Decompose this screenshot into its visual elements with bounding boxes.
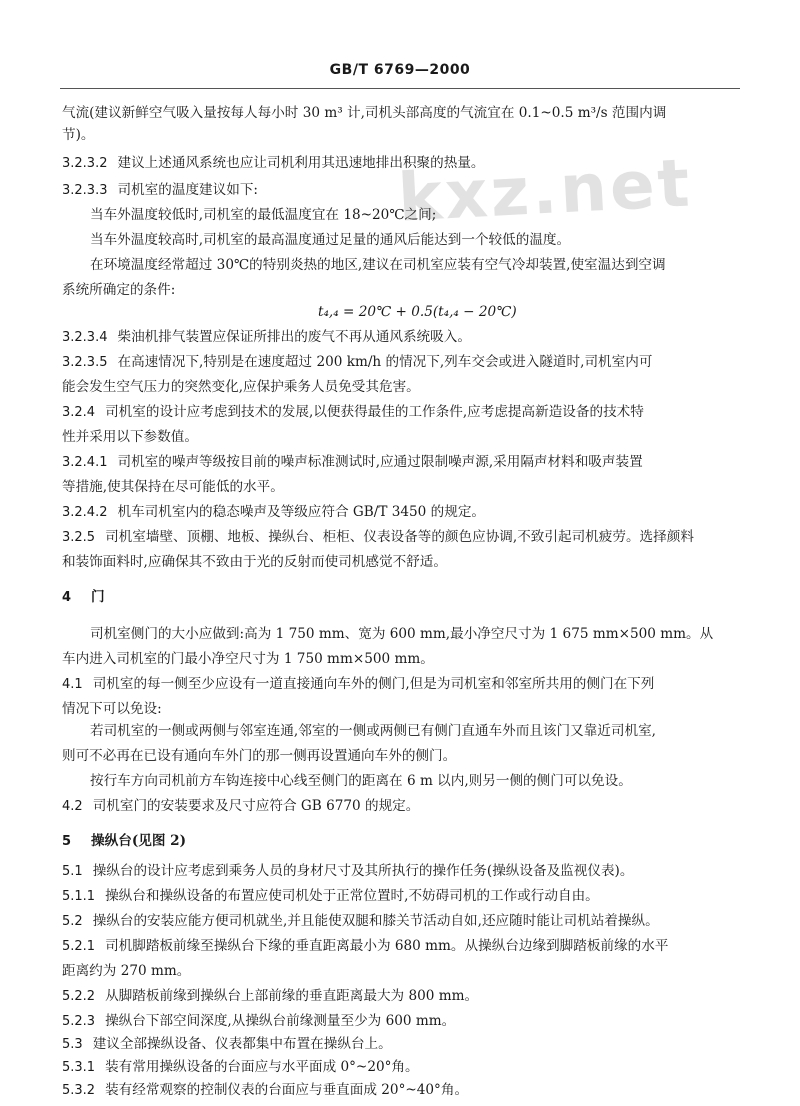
clause-number: 5.2.3 (62, 1014, 96, 1029)
clause-5-1-1 (62, 887, 752, 906)
clause-3-2-3-5 (62, 353, 752, 372)
text-line: 距离约为 270 mm。 (62, 963, 191, 979)
clause-3-2-3-3 (62, 181, 752, 200)
text-line: 车内进入司机室的门最小净空尺寸为 1 750 mm×500 mm。 (62, 651, 434, 667)
clause-number: 3.2.3.5 (62, 355, 108, 370)
text-line: 情况下可以免设: (62, 701, 162, 717)
clause-5-1 (62, 862, 752, 881)
clause-5-2 (62, 912, 752, 931)
text-line: 若司机室的一侧或两侧与邻室连通,邻室的一侧或两侧已有侧门直通车外而且该门又靠近司机室, (90, 723, 656, 739)
text-line: 等措施,使其保持在尽可能低的水平。 (62, 479, 284, 495)
clause-number: 3.2.3.3 (62, 183, 108, 198)
clause-text: 机车司机室内的稳态噪声及等级应符合 GB/T 3450 的规定。 (117, 504, 486, 520)
text-line: 当车外温度较高时,司机室的最高温度通过足量的通风后能达到一个较低的温度。 (90, 232, 571, 248)
clause-text: 建议全部操纵设备、仪表都集中布置在操纵台上。 (92, 1036, 392, 1052)
section-title: 操纵台(见图 2) (91, 833, 187, 849)
text-line: 性并采用以下参数值。 (62, 429, 198, 445)
clause-3-2-4-1 (62, 453, 752, 472)
clause-text: 司机室门的安装要求及尺寸应符合 GB 6770 的规定。 (92, 798, 420, 814)
clause-5-2-2 (62, 987, 752, 1006)
clause-number: 4.2 (62, 799, 83, 814)
clause-5-3 (62, 1035, 752, 1054)
clause-text: 司机脚踏板前缘至操纵台下缘的垂直距离最小为 680 mm。从操纵台边缘到脚踏板前缘的水平 (105, 938, 669, 954)
clause-text: 装有常用操纵设备的台面应与水平面成 0°~20°角。 (105, 1059, 419, 1075)
clause-text: 司机室的每一侧至少应设有一道直接通向车外的侧门,但是为司机室和邻室所共用的侧门在下列 (92, 676, 655, 692)
clause-text: 司机室的噪声等级按目前的噪声标准测试时,应通过限制噪声源,采用隔声材料和吸声装置 (117, 454, 643, 470)
clause-text: 操纵台和操纵设备的布置应使司机处于正常位置时,不妨碍司机的工作或行动自由。 (105, 888, 599, 904)
watermark: kxz.net (396, 144, 695, 237)
clause-text: 从脚踏板前缘到操纵台上部前缘的垂直距离最大为 800 mm。 (105, 988, 479, 1004)
clause-number: 5.2 (62, 914, 83, 929)
clause-5-2-1 (62, 937, 752, 956)
text-line: 则可不必再在已设有通向车外门的那一侧再设置通向车外的侧门。 (62, 748, 457, 764)
clause-5-3-2 (62, 1081, 752, 1100)
clause-number: 5.2.1 (62, 939, 96, 954)
text-line: 系统所确定的条件: (62, 282, 176, 298)
clause-text: 操纵台的安装应能方便司机就坐,并且能使双腿和膝关节活动自如,还应随时能让司机站着操纵。 (92, 913, 659, 929)
clause-number: 5.1.1 (62, 889, 96, 904)
clause-3-2-3-2 (62, 154, 752, 173)
header-rule (60, 88, 740, 89)
clause-number: 3.2.3.2 (62, 156, 108, 171)
text-line: 在环境温度经常超过 30℃的特别炎热的地区,建议在司机室应装有空气冷却装置,使室温达到空调 (90, 257, 666, 273)
section-5-heading (62, 832, 752, 851)
clause-text: 司机室墙壁、顶棚、地板、操纵台、柜柜、仪表设备等的颜色应协调,不致引起司机疲劳。选择颜料 (105, 529, 694, 545)
clause-3-2-3-4 (62, 328, 752, 347)
clause-number: 3.2.4 (62, 405, 96, 420)
clause-5-2-3 (62, 1012, 752, 1031)
clause-number: 5.1 (62, 864, 83, 879)
clause-number: 5.2.2 (62, 989, 96, 1004)
text-line: 和装饰面料时,应确保其不致由于光的反射而使司机感觉不舒适。 (62, 554, 447, 570)
clause-text: 操纵台的设计应考虑到乘务人员的身材尺寸及其所执行的操作任务(操纵设备及监视仪表)。 (92, 863, 634, 879)
text-line: 按行车方向司机前方车钩连接中心线至侧门的距离在 6 m 以内,则另一侧的侧门可以免设。 (90, 773, 632, 789)
section-number: 5 (62, 834, 72, 849)
clause-number: 5.3.2 (62, 1083, 96, 1098)
section-title: 门 (91, 589, 105, 605)
clause-3-2-4 (62, 403, 752, 422)
section-4-heading (62, 588, 752, 607)
clause-text: 建议上述通风系统也应让司机利用其迅速地排出积聚的热量。 (117, 155, 485, 171)
clause-text: 司机室的温度建议如下: (117, 182, 259, 198)
clause-text: 司机室的设计应考虑到技术的发展,以便获得最佳的工作条件,应考虑提高新造设备的技术特 (105, 404, 644, 420)
text-line: 节)。 (62, 127, 95, 143)
formula: t₄,₄ = 20℃ + 0.5(t₄,₄ − 20℃) (318, 304, 517, 320)
text-line: 气流(建议新鲜空气吸入量按每人每小时 30 m³ 计,司机头部高度的气流宜在 0.1~0.5 m³/s 范围内调 (62, 105, 667, 121)
section-number: 4 (62, 590, 72, 605)
clause-number: 3.2.3.4 (62, 330, 108, 345)
clause-number: 3.2.5 (62, 530, 96, 545)
clause-3-2-5 (62, 528, 752, 547)
text-line: 司机室侧门的大小应做到:高为 1 750 mm、宽为 600 mm,最小净空尺寸为 1 675 mm×500 mm。从 (90, 626, 714, 642)
clause-text: 操纵台下部空间深度,从操纵台前缘测量至少为 600 mm。 (105, 1013, 456, 1029)
clause-number: 3.2.4.2 (62, 505, 108, 520)
clause-number: 3.2.4.1 (62, 455, 108, 470)
clause-number: 4.1 (62, 677, 83, 692)
clause-4-1 (62, 675, 752, 694)
clause-3-2-4-2 (62, 503, 752, 522)
clause-5-3-1 (62, 1058, 752, 1077)
clause-4-2 (62, 797, 752, 816)
clause-text: 在高速情况下,特别是在速度超过 200 km/h 的情况下,列车交会或进入隧道时,司机室内可 (117, 354, 653, 370)
clause-text: 装有经常观察的控制仪表的台面应与垂直面成 20°~40°角。 (105, 1082, 469, 1098)
clause-number: 5.3.1 (62, 1060, 96, 1075)
page-header: GB/T 6769—2000 (329, 62, 471, 78)
clause-number: 5.3 (62, 1037, 83, 1052)
text-line: 当车外温度较低时,司机室的最低温度宜在 18~20℃之间; (90, 207, 437, 223)
clause-text: 柴油机排气装置应保证所排出的废气不再从通风系统吸入。 (117, 329, 471, 345)
text-line: 能会发生空气压力的突然变化,应保护乘务人员免受其危害。 (62, 379, 420, 395)
